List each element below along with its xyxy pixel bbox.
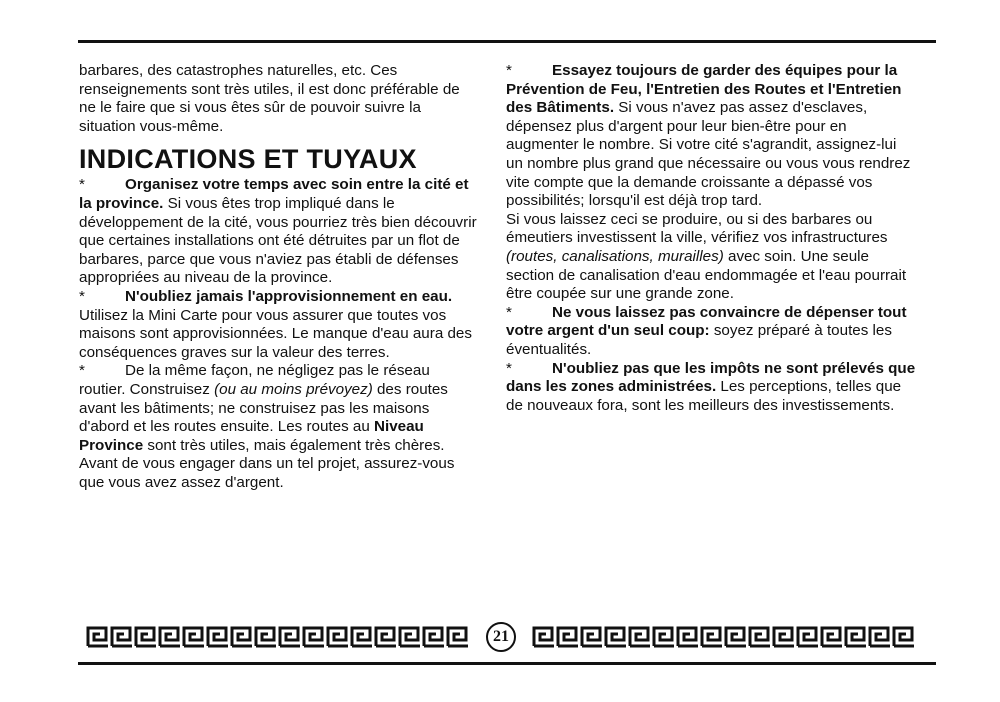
tip-text: Utilisez la Mini Carte pour vous assurer que toutes vos maisons sont approvisionnées. Le manque d'eau aura des conséquences graves sur la valeur des terres. (79, 306, 472, 361)
tip-bold: Organisez votre temps avec soin entre la cité et la province. (79, 176, 469, 212)
greek-key-icon (556, 626, 580, 648)
para-italic: (routes, canalisations, murailles) (506, 247, 724, 265)
greek-key-icon (868, 626, 892, 648)
greek-key-icon (182, 626, 206, 648)
tip-eau (79, 288, 479, 362)
tip-bold: Ne vous laissez pas convaincre de dépenser tout votre argent d'un seul coup: (506, 303, 907, 340)
page-number: 21 (493, 628, 509, 645)
tip-italic: (ou au moins prévoyez) (214, 380, 373, 398)
greek-key-icon (374, 626, 398, 648)
bullet-star: * (79, 362, 85, 380)
para-text: Si vous laissez ceci se produire, ou si des barbares ou émeutiers investissent la ville, vérifiez vos infrastructures (506, 210, 888, 247)
greek-key-icon (892, 626, 916, 648)
tip-text: sont très utiles, mais également très chères. Avant de vous engager dans un tel projet, assurez-vous que vous avez assez d'argent. (79, 436, 455, 491)
greek-key-icon (158, 626, 182, 648)
tip-impots (506, 360, 916, 416)
page-number-badge (486, 622, 516, 652)
infrastructure-paragraph (506, 211, 916, 304)
greek-key-icon (844, 626, 868, 648)
bullet-star: * (506, 62, 512, 79)
tip-text: Si vous n'avez pas assez d'esclaves, dépensez plus d'argent pour leur bien-être pour en augmenter le nombre. Si votre cité s'agrandit, assignez-lui un nombre plus grand que nécessaire ou vous vous rendrez vite compte que la demande croissante a dépassé vos possibilités; lorsqu'il est déjà trop tard. (506, 99, 911, 210)
intro-paragraph: barbares, des catastrophes naturelles, etc. Ces renseignements sont très utiles, il est donc préférable de ne le faire que si vous êtes sûr de pouvoir suivre la situation vous-même. (79, 62, 460, 135)
tip-argent (506, 304, 916, 360)
greek-key-icon (278, 626, 302, 648)
greek-key-icon (532, 626, 556, 648)
section-heading: INDICATIONS ET TUYAUX (79, 144, 417, 175)
tip-bold: N'oubliez pas que les impôts ne sont prélevés que dans les zones administrées. (506, 359, 916, 396)
greek-key-icon (302, 626, 326, 648)
greek-key-icon (86, 626, 110, 648)
greek-key-icon (580, 626, 604, 648)
tip-text: Si vous êtes trop impliqué dans le développement de la cité, vous pourriez très bien découvrir que certaines installations ont été détruites par un flot de barbares, parce que vous n'aviez pas établi de défenses appropriées au niveau de la province. (79, 194, 477, 287)
greek-key-icon (772, 626, 796, 648)
greek-key-border-right (532, 626, 916, 648)
greek-key-icon (326, 626, 350, 648)
tip-bold: N'oubliez jamais l'approvisionnement en eau. (125, 287, 453, 305)
greek-key-border-left (86, 626, 470, 648)
tip-text: soyez préparé à toutes les éventualités. (506, 322, 892, 358)
greek-key-icon (446, 626, 470, 648)
greek-key-icon (254, 626, 278, 648)
greek-key-icon (748, 626, 772, 648)
tip-text: Les perceptions, telles que de nouveaux fora, sont les meilleurs des investissements. (506, 378, 902, 414)
greek-key-icon (350, 626, 374, 648)
greek-key-icon (700, 626, 724, 648)
greek-key-icon (628, 626, 652, 648)
tip-routes (79, 362, 479, 492)
tip-organisez (79, 176, 479, 288)
greek-key-icon (422, 626, 446, 648)
bullet-star: * (79, 287, 85, 305)
greek-key-icon (230, 626, 254, 648)
bullet-star: * (506, 303, 512, 321)
para-text: avec soin. Une seule section de canalisation d'eau endommagée et l'eau pourrait être coupée sur une grande zone. (506, 247, 907, 303)
greek-key-icon (110, 626, 134, 648)
right-column (506, 62, 916, 415)
page-footer (86, 622, 916, 652)
bullet-star: * (506, 359, 512, 377)
bottom-rule (78, 662, 936, 665)
greek-key-icon (134, 626, 158, 648)
greek-key-icon (724, 626, 748, 648)
tip-equipes (506, 62, 916, 211)
greek-key-icon (206, 626, 230, 648)
top-rule (78, 40, 936, 43)
greek-key-icon (820, 626, 844, 648)
greek-key-icon (398, 626, 422, 648)
greek-key-icon (676, 626, 700, 648)
greek-key-icon (604, 626, 628, 648)
greek-key-icon (652, 626, 676, 648)
bullet-star: * (79, 176, 85, 194)
greek-key-icon (796, 626, 820, 648)
left-column (79, 62, 479, 492)
tip-bold: Niveau Province (79, 418, 424, 454)
tip-bold: Essayez toujours de garder des équipes pour la Prévention de Feu, l'Entretien des Routes et l'Entretien des Bâtiments. (506, 62, 902, 117)
tip-text: des routes avant les bâtiments; ne construisez pas les maisons d'abord et les routes ensuite. Les routes au (79, 380, 448, 436)
tip-text: De la même façon, ne négligez pas le réseau routier. Construisez (79, 362, 430, 398)
